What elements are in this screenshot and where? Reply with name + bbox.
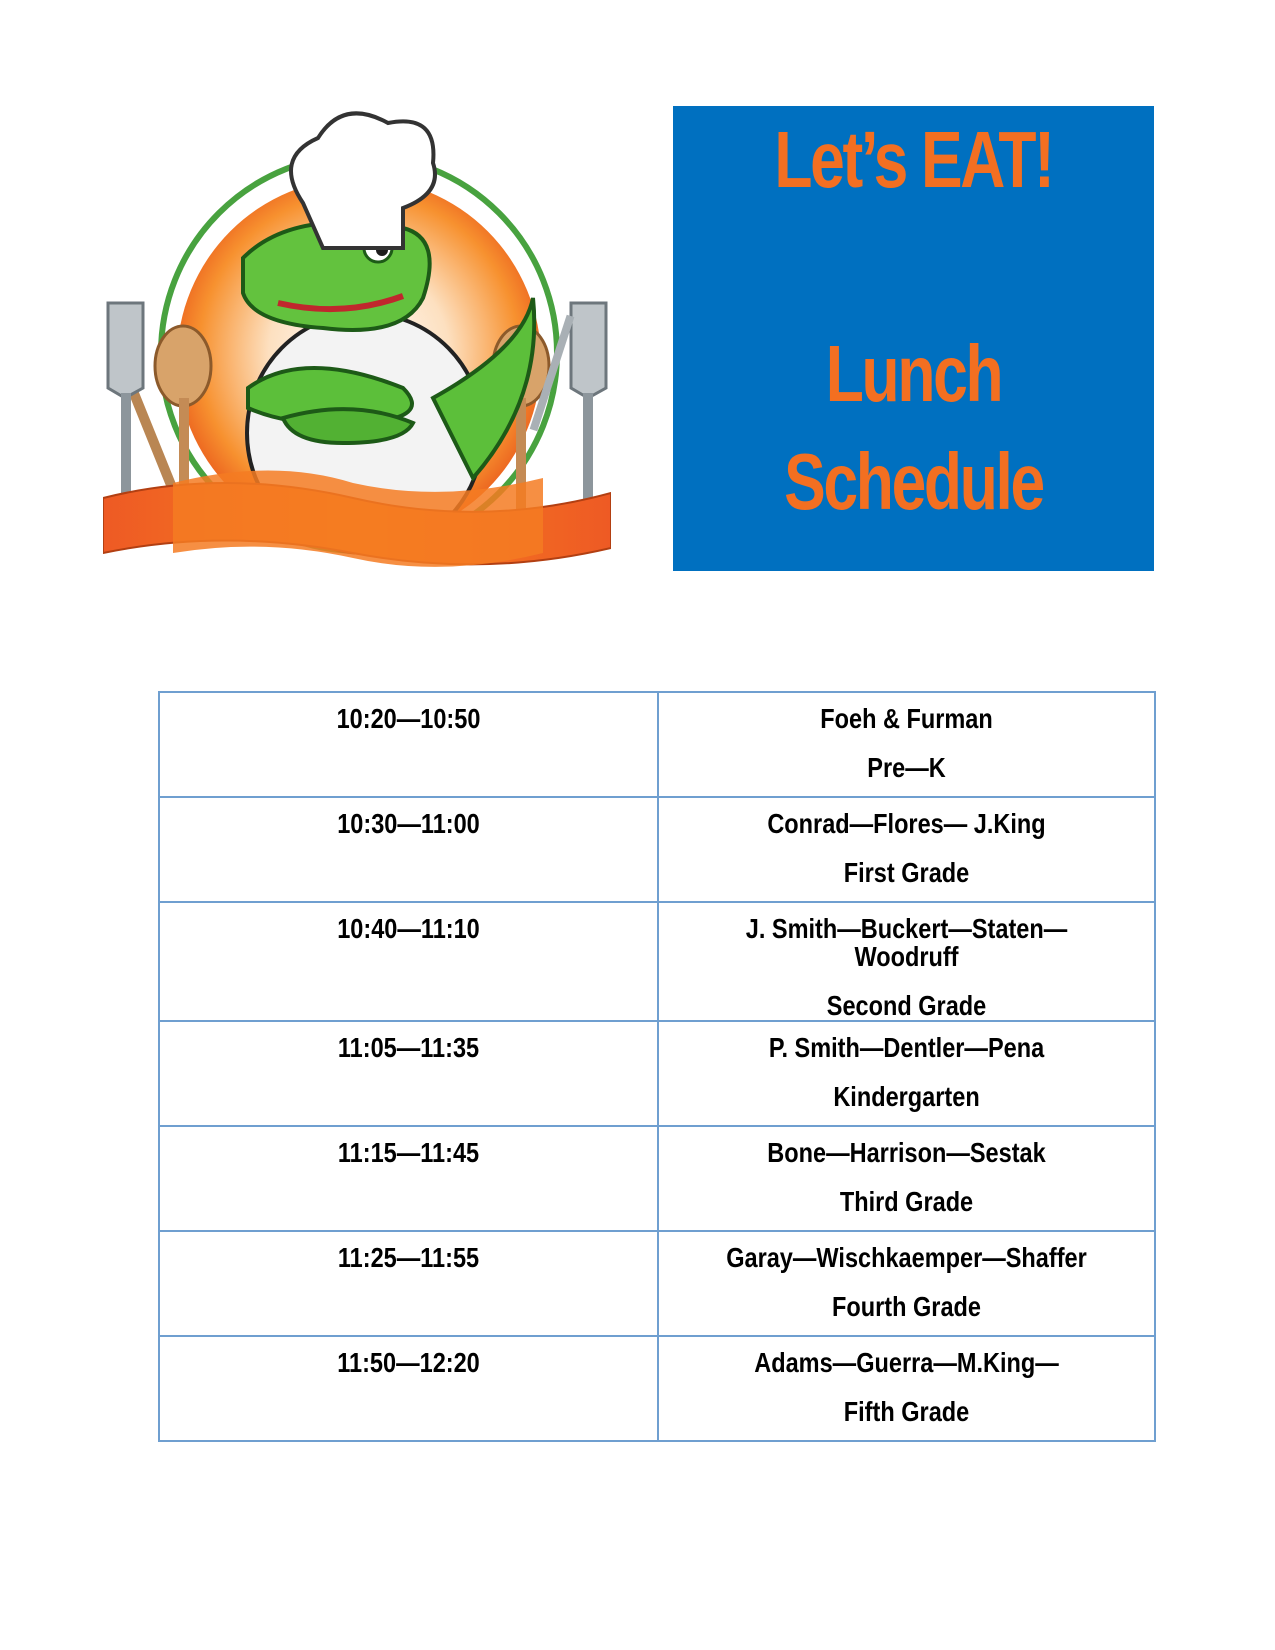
table-row — [159, 1231, 1155, 1336]
title-box — [673, 106, 1154, 571]
time-cell — [159, 1126, 658, 1231]
time-slot: 11:05—11:35 — [337, 1032, 480, 1063]
teacher-names: Foeh & Furman — [820, 703, 993, 734]
time-slot: 10:30—11:00 — [337, 808, 480, 839]
alligator-chef-mascot-image — [103, 98, 611, 612]
teacher-names: Bone—Harrison—Sestak — [767, 1137, 1046, 1168]
time-slot: 11:15—11:45 — [337, 1137, 480, 1168]
time-cell — [159, 1231, 658, 1336]
grade-label: Pre—K — [867, 752, 946, 783]
time-slot: 10:40—11:10 — [337, 913, 480, 944]
grade-label: First Grade — [843, 857, 970, 888]
title-lets-eat: Let’s EAT! — [774, 115, 1053, 204]
class-cell — [658, 1336, 1155, 1441]
class-cell — [658, 1021, 1155, 1126]
teacher-names: P. Smith—Dentler—Pena — [768, 1032, 1045, 1063]
grade-label: Second Grade — [826, 990, 987, 1021]
teacher-names: Conrad—Flores— J.King — [767, 808, 1046, 839]
class-cell — [658, 797, 1155, 902]
table-row — [159, 1336, 1155, 1441]
time-slot: 10:20—10:50 — [336, 703, 481, 734]
time-slot: 11:50—12:20 — [337, 1347, 480, 1378]
teacher-names: Adams—Guerra—M.King— — [754, 1347, 1059, 1378]
class-cell — [658, 692, 1155, 797]
time-slot: 11:25—11:55 — [337, 1242, 480, 1273]
table-row — [159, 797, 1155, 902]
grade-label: Kindergarten — [833, 1081, 980, 1112]
time-cell — [159, 902, 658, 1021]
grade-label: Third Grade — [839, 1186, 974, 1217]
table-row — [159, 1021, 1155, 1126]
teacher-names: J. Smith—Buckert—Staten—Woodruff — [745, 913, 1068, 972]
lunch-schedule-table — [158, 691, 1156, 1442]
table-row — [159, 692, 1155, 797]
table-row — [159, 1126, 1155, 1231]
class-cell — [658, 1231, 1155, 1336]
time-cell — [159, 692, 658, 797]
time-cell — [159, 1336, 658, 1441]
time-cell — [159, 1021, 658, 1126]
table-row — [159, 902, 1155, 1021]
class-cell — [658, 902, 1155, 1021]
time-cell — [159, 797, 658, 902]
teacher-names: Garay—Wischkaemper—Shaffer — [726, 1242, 1087, 1273]
title-lunch: Lunch — [825, 329, 1002, 418]
class-cell — [658, 1126, 1155, 1231]
grade-label: Fifth Grade — [843, 1396, 970, 1427]
grade-label: Fourth Grade — [832, 1291, 981, 1322]
title-schedule: Schedule — [784, 437, 1043, 526]
